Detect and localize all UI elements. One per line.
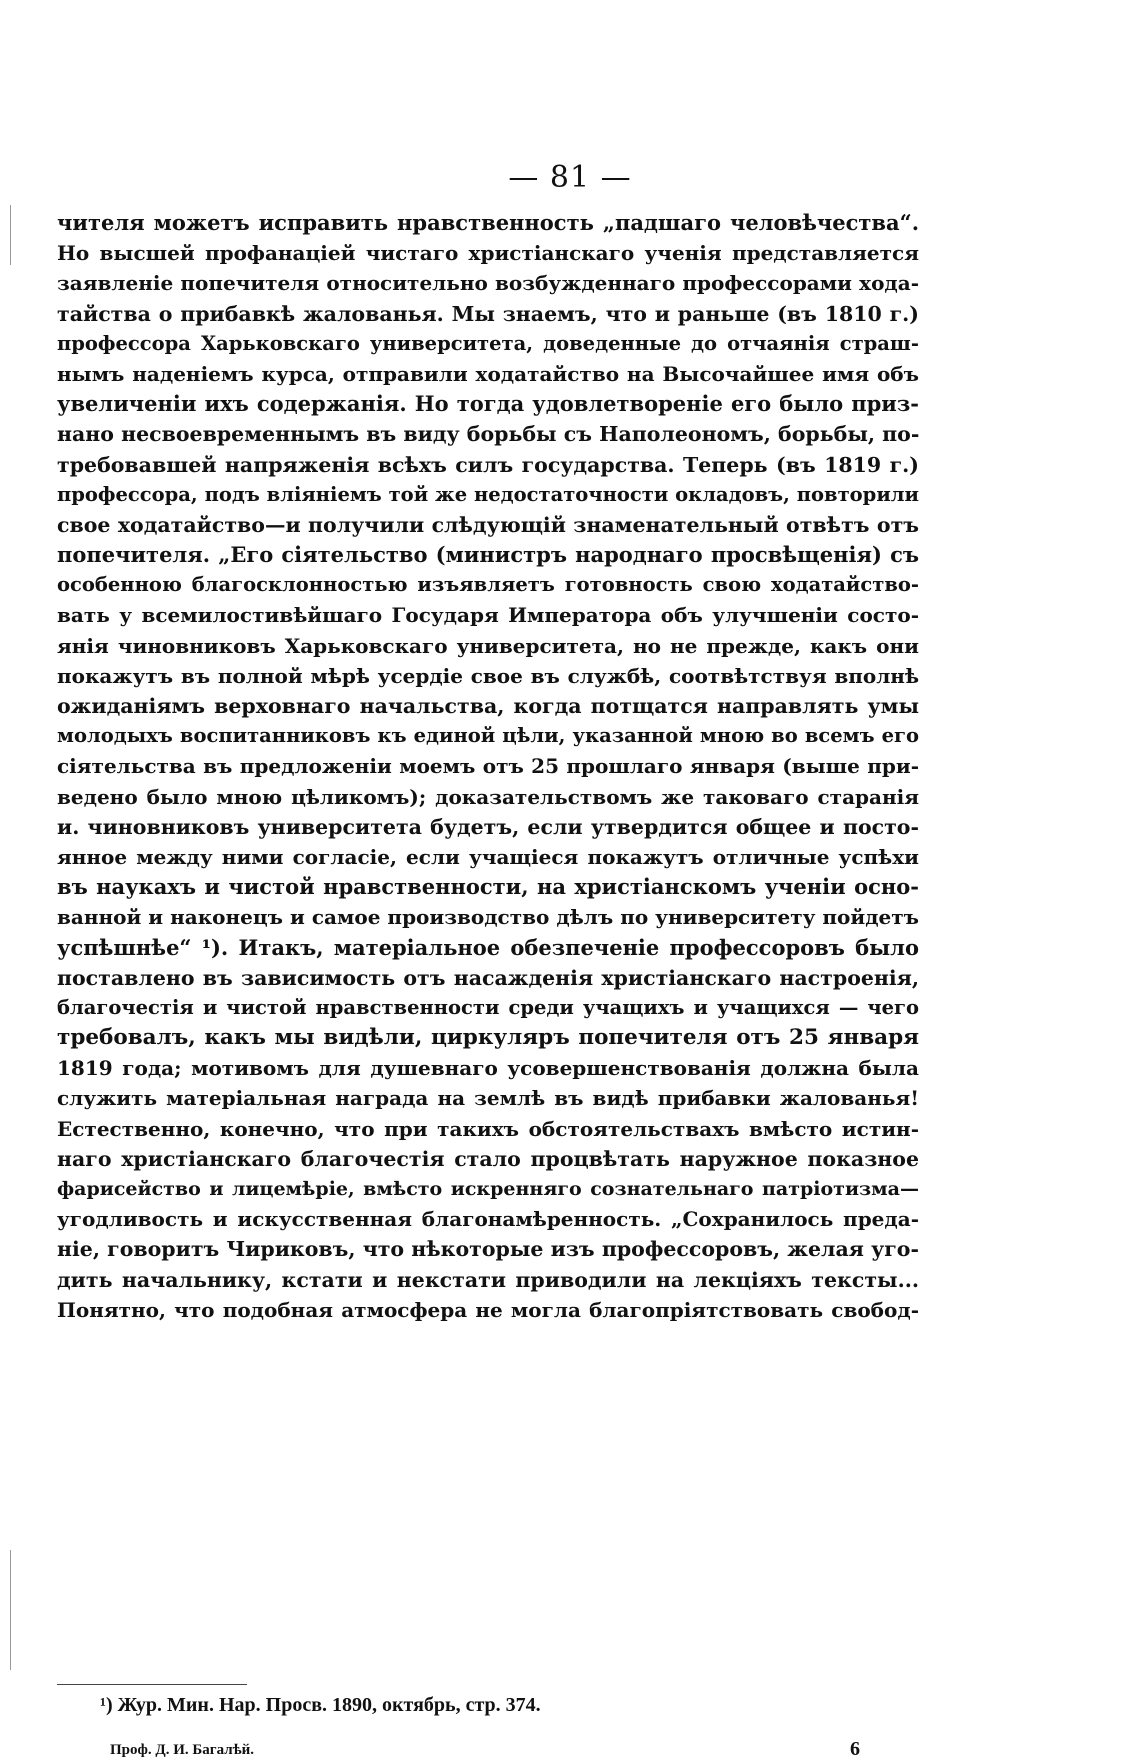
text-line: Но высшей профанацiей чистаго христiанскаго ученiя представляется	[57, 241, 919, 266]
scan-edge-mark	[10, 205, 11, 265]
text-line: благочестiя и чистой нравственности среди учащихъ и учащихся — чего	[57, 995, 919, 1019]
text-line: нiе, говоритъ Чириковъ, что нѣкоторые изъ профессоровъ, желая уго-	[57, 1237, 919, 1262]
text-line: въ наукахъ и чистой нравственности, на христiанскомъ ученiи осно-	[57, 874, 919, 900]
text-line: дить начальнику, кстати и некстати приводили на лекцiяхъ тексты...	[57, 1267, 919, 1292]
text-line: фарисейство и лицемѣрiе, вмѣсто искренняго сознательнаго патрiотизма—	[57, 1178, 919, 1200]
sheet-number: 6	[850, 1738, 860, 1760]
text-line: служить матерiальная награда на землѣ въ видѣ прибавки жалованья!	[57, 1086, 919, 1111]
text-line: наго христiанскаго благочестiя стало процвѣтать наружное показное	[57, 1146, 919, 1171]
text-line: нымъ наденiемъ курса, отправили ходатайство на Высочайшее имя объ	[57, 361, 919, 386]
text-line: молодыхъ воспитанниковъ къ единой цѣли, указанной мною во всемъ его	[57, 724, 919, 748]
text-line: увеличенiи ихъ содержанiя. Но тогда удовлетворенiе его было приз-	[57, 391, 919, 417]
text-line: Понятно, что подобная атмосфера не могла благопрiятствовать свобод-	[57, 1297, 919, 1322]
page-number: — 81 —	[508, 160, 632, 195]
text-line: янiя чиновниковъ Харьковскаго университета, но не прежде, какъ они	[57, 633, 919, 658]
scan-edge-mark	[10, 1550, 11, 1670]
text-line: янное между ними согласiе, если учащiеся покажутъ отличные успѣхи	[57, 844, 919, 869]
text-line: вать у всемилостивѣйшаго Государя Императора объ улучшенiи состо-	[57, 603, 919, 628]
text-line: ванной и наконецъ и самое производство дѣлъ по университету пойдетъ	[57, 905, 919, 930]
text-line: попечителя. „Его сiятельство (министръ народнаго просвѣщенiя) съ	[57, 542, 919, 568]
text-line: требовалъ, какъ мы видѣли, циркуляръ попечителя отъ 25 января	[57, 1025, 919, 1051]
text-line: чителя можетъ исправить нравственность „падшаго человѣчества“.	[57, 210, 919, 235]
signature: Проф. Д. И. Багалѣй.	[110, 1742, 255, 1758]
text-line: ведено было мною цѣликомъ); доказательствомъ же таковаго старанiя	[57, 784, 919, 809]
footnote-divider	[57, 1684, 247, 1685]
text-line: Естественно, конечно, что при такихъ обстоятельствахъ вмѣсто истин-	[57, 1116, 919, 1141]
text-line: тайства о прибавкѣ жалованья. Мы знаемъ, что и раньше (въ 1810 г.)	[57, 301, 919, 326]
text-line: профессора, подъ влiянiемъ той же недостаточности окладовъ, повторили	[57, 482, 919, 506]
text-line: и. чиновниковъ университета будетъ, если утвердится общее и посто-	[57, 814, 919, 839]
body-text	[57, 208, 919, 1325]
text-line: ожиданiямъ верховнаго начальства, когда потщатся направлять умы	[57, 694, 919, 718]
text-line: профессора Харьковскаго университета, доведенные до отчаянiя страш-	[57, 331, 919, 355]
text-line: сiятельства въ предложенiи моемъ отъ 25 прошлаго января (выше при-	[57, 754, 919, 779]
text-line: требовавшей напряженiя всѣхъ силъ государства. Теперь (въ 1819 г.)	[57, 452, 919, 477]
text-line: особенною благосклонностью изъявляетъ готовность свою ходатайство-	[57, 573, 919, 597]
text-line: заявленiе попечителя относительно возбужденнаго профессорами хода-	[57, 271, 919, 296]
text-line: угодливость и искусственная благонамѣренность. „Сохранилось преда-	[57, 1207, 919, 1232]
text-line: нано несвоевременнымъ въ виду борьбы съ Наполеономъ, борьбы, по-	[57, 422, 920, 447]
text-line: успѣшнѣе“ ¹). Итакъ, матерiальное обезпеченiе профессоровъ было	[57, 934, 919, 960]
text-line: покажутъ въ полной мѣрѣ усердiе свое въ службѣ, соотвѣтствуя вполнѣ	[57, 663, 919, 688]
text-line: поставлено въ зависимость отъ насажденiя христiанскаго настроенiя,	[57, 965, 919, 990]
text-line: свое ходатайство—и получили слѣдующiй знаменательный отвѣтъ отъ	[57, 512, 919, 537]
footnote: ¹) Жур. Мин. Нар. Просв. 1890, октябрь, стр. 374.	[100, 1694, 541, 1716]
text-line: 1819 года; мотивомъ для душевнаго усовершенствованiя должна была	[57, 1056, 919, 1081]
